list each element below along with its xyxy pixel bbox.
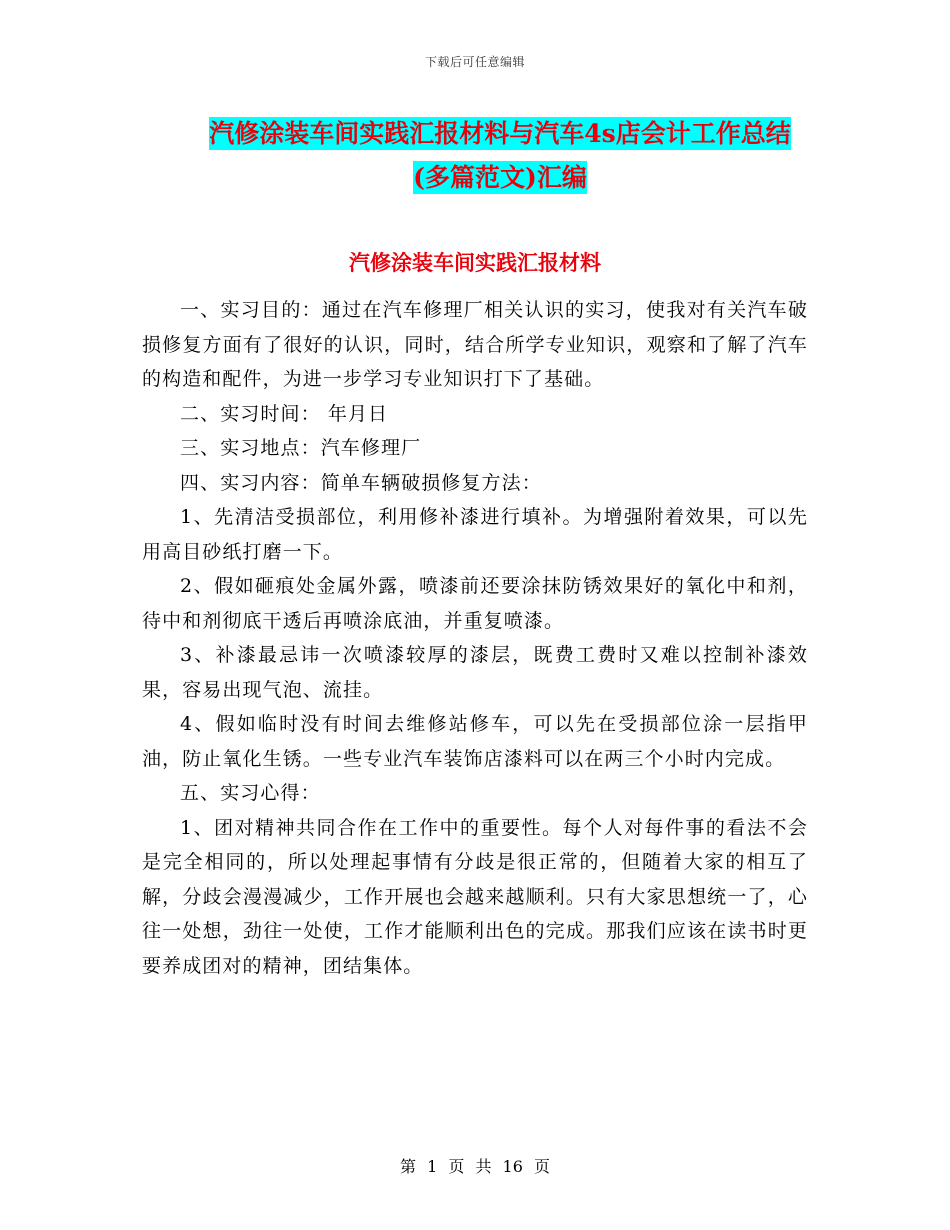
body-text <box>142 293 808 983</box>
paragraph-step-4: 4、假如临时没有时间去维修站修车，可以先在受损部位涂一层指甲油，防止氧化生锈。一些专业汽车装饰店漆料可以在两三个小时内完成。 <box>142 713 808 770</box>
document-title <box>150 112 850 200</box>
paragraph-purpose: 一、实习目的：通过在汽车修理厂相关认识的实习，使我对有关汽车破损修复方面有了很好的认识，同时，结合所学专业知识，观察和了解了汽车的构造和配件，为进一步学习专业知识打下了基础。 <box>142 299 808 390</box>
paragraph-step-3: 3、补漆最忌讳一次喷漆较厚的漆层，既费工费时又难以控制补漆效果，容易出现气泡、流挂。 <box>142 644 808 701</box>
document-title-line-1: 汽修涂装车间实践汇报材料与汽车4s店会计工作总结 <box>209 119 791 148</box>
paragraph-experience: 五、实习心得： <box>180 782 321 804</box>
paragraph-time: 二、实习时间： 年月日 <box>180 402 389 425</box>
paragraph-location: 三、实习地点：汽车修理厂 <box>180 437 422 459</box>
document-title-line-2: (多篇范文)汇编 <box>413 163 587 192</box>
page-footer: 第 1 页 共 16 页 <box>400 1157 550 1176</box>
paragraph-step-2: 2、假如砸痕处金属外露，喷漆前还要涂抹防锈效果好的氧化中和剂，待中和剂彻底干透后再喷涂底油，并重复喷漆。 <box>142 575 808 632</box>
section-title: 汽修涂装车间实践汇报材料 <box>349 250 601 275</box>
paragraph-step-1: 1、先清洁受损部位，利用修补漆进行填补。为增强附着效果，可以先用高目砂纸打磨一下。 <box>142 506 808 563</box>
header-note: 下载后可任意编辑 <box>424 55 525 69</box>
paragraph-experience-1: 1、团对精神共同合作在工作中的重要性。每个人对每件事的看法不会是完全相同的，所以处理起事情有分歧是很正常的，但随着大家的相互了解，分歧会漫漫减少，工作开展也会越来越顺利。只有大家思想统一了，心往一处想，劲往一处使，工作才能顺利出色的完成。那我们应该在读书时更要养成团对的精神，团结集体。 <box>142 816 808 977</box>
paragraph-content: 四、实习内容：简单车辆破损修复方法： <box>180 471 542 494</box>
